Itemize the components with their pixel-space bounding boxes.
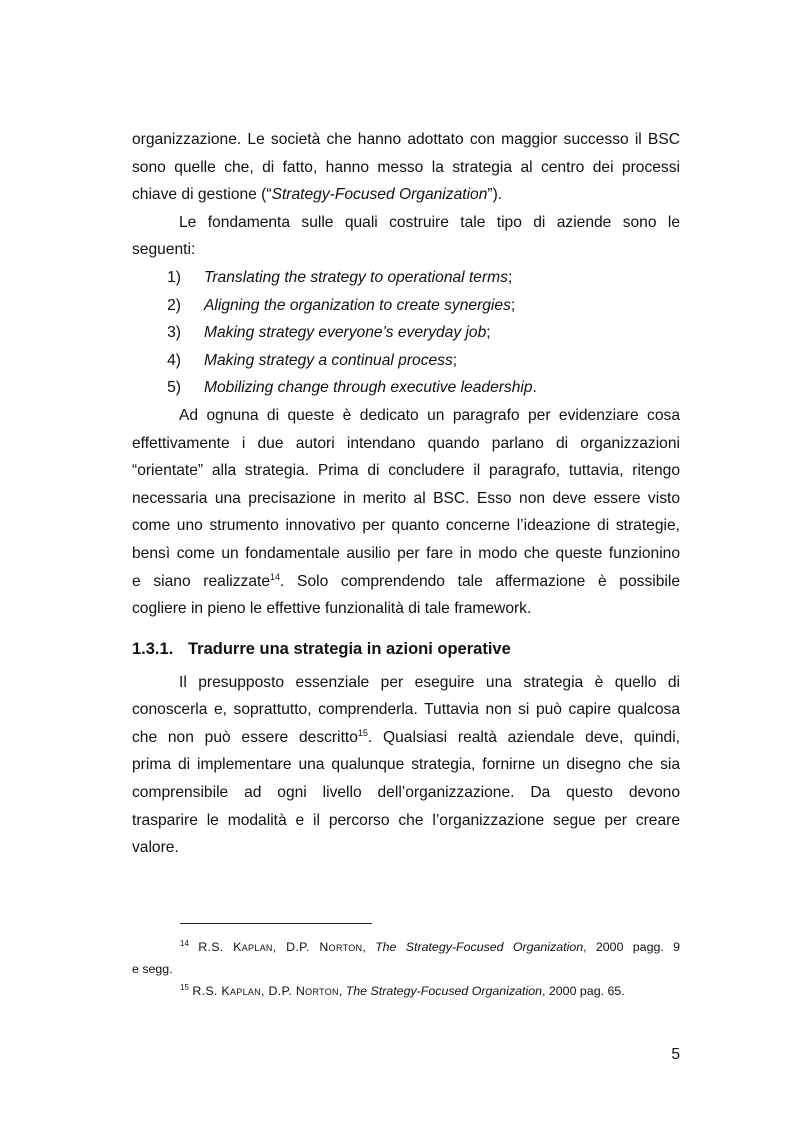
text-line: come uno strumento innovativo per quanto concerne l’ideazione di strategie, xyxy=(132,517,680,535)
paragraph xyxy=(132,669,680,862)
text-line: comprensibile ad ogni livello dell’organizzazione. Da questo devono xyxy=(132,784,680,802)
list-item: 3) Making strategy everyone’s everyday job; xyxy=(132,319,680,347)
text-line: “orientate” alla strategia. Prima di concludere il paragrafo, tuttavia, ritengo xyxy=(132,462,680,480)
list-item: 2) Aligning the organization to create synergies; xyxy=(132,292,680,320)
text-line: e siano realizzate$^{14}$. Solo comprendendo tale affermazione è possibile xyxy=(132,571,680,590)
text-line: effettivamente i due autori intendano quando parlano di organizzazioni xyxy=(132,434,680,452)
paragraph xyxy=(132,126,680,209)
footnotes xyxy=(132,936,680,1002)
text-line: valore. xyxy=(132,839,179,857)
text-line: prima di implementare una qualunque strategia, fornirne un disegno che sia xyxy=(132,756,680,774)
text-line: Le fondamenta sulle quali costruire tale tipo di aziende sono le xyxy=(179,213,680,231)
footnote-ref[interactable]: 14 xyxy=(270,571,281,582)
list-number: 2) xyxy=(167,296,181,314)
footnote: $^{15}$ R.S. Kaplan, D.P. Norton, The Strategy-Focused Organization, 2000 pag. 65. xyxy=(180,983,625,998)
list-item: 4) Making strategy a continual process; xyxy=(132,347,680,375)
paragraph xyxy=(132,209,680,264)
footnote-ref[interactable]: 15 xyxy=(357,727,368,738)
paragraph xyxy=(132,402,680,623)
text-line: conoscerla e, soprattutto, comprenderla. Tuttavia non si può capire qualcosa xyxy=(132,701,680,719)
text-line: seguenti: xyxy=(132,241,196,259)
list-item: 1) Translating the strategy to operational terms; xyxy=(132,264,680,292)
list-number: 5) xyxy=(167,379,181,397)
text-line: bensì come un fondamentale ausilio per fare in modo che queste funzionino xyxy=(132,544,680,562)
list-item: 5) Mobilizing change through executive leadership. xyxy=(132,374,680,402)
text-line: Il presupposto essenziale per eseguire una strategia è quello di xyxy=(179,673,680,691)
text-line: cogliere in pieno le effettive funzionalità di tale framework. xyxy=(132,600,532,618)
list-number: 3) xyxy=(167,324,181,342)
text-line: necessaria una precisazione in merito al BSC. Esso non deve essere visto xyxy=(132,489,680,507)
text-line: Ad ognuna di queste è dedicato un paragrafo per evidenziare cosa xyxy=(179,406,680,424)
text-line: trasparire le modalità e il percorso che l’organizzazione segue per creare xyxy=(132,811,680,829)
list-number: 4) xyxy=(167,351,181,369)
text-line: organizzazione. Le società che hanno adottato con maggior successo il BSC xyxy=(132,131,680,148)
numbered-list xyxy=(132,264,680,402)
footnote-separator xyxy=(180,923,372,924)
text-line: che non può essere descritto$^{15}$. Qualsiasi realtà aziendale deve, quindi, xyxy=(132,727,680,746)
text-line: chiave di gestione (“Strategy-Focused Organization”). xyxy=(132,186,503,204)
section-title: Tradurre una strategia in azioni operative xyxy=(188,639,511,658)
footnote: $^{14}$ R.S. Kaplan, D.P. Norton, The Strategy-Focused Organization, 2000 pagg. 9 e segg. xyxy=(132,939,680,976)
page-number: 5 xyxy=(671,1046,680,1063)
section-number: 1.3.1. xyxy=(132,639,174,658)
text-line: sono quelle che, di fatto, hanno messo la strategia al centro dei processi xyxy=(132,158,680,176)
section-heading xyxy=(132,635,680,663)
list-number: 1) xyxy=(167,268,181,286)
body-text xyxy=(132,126,680,862)
